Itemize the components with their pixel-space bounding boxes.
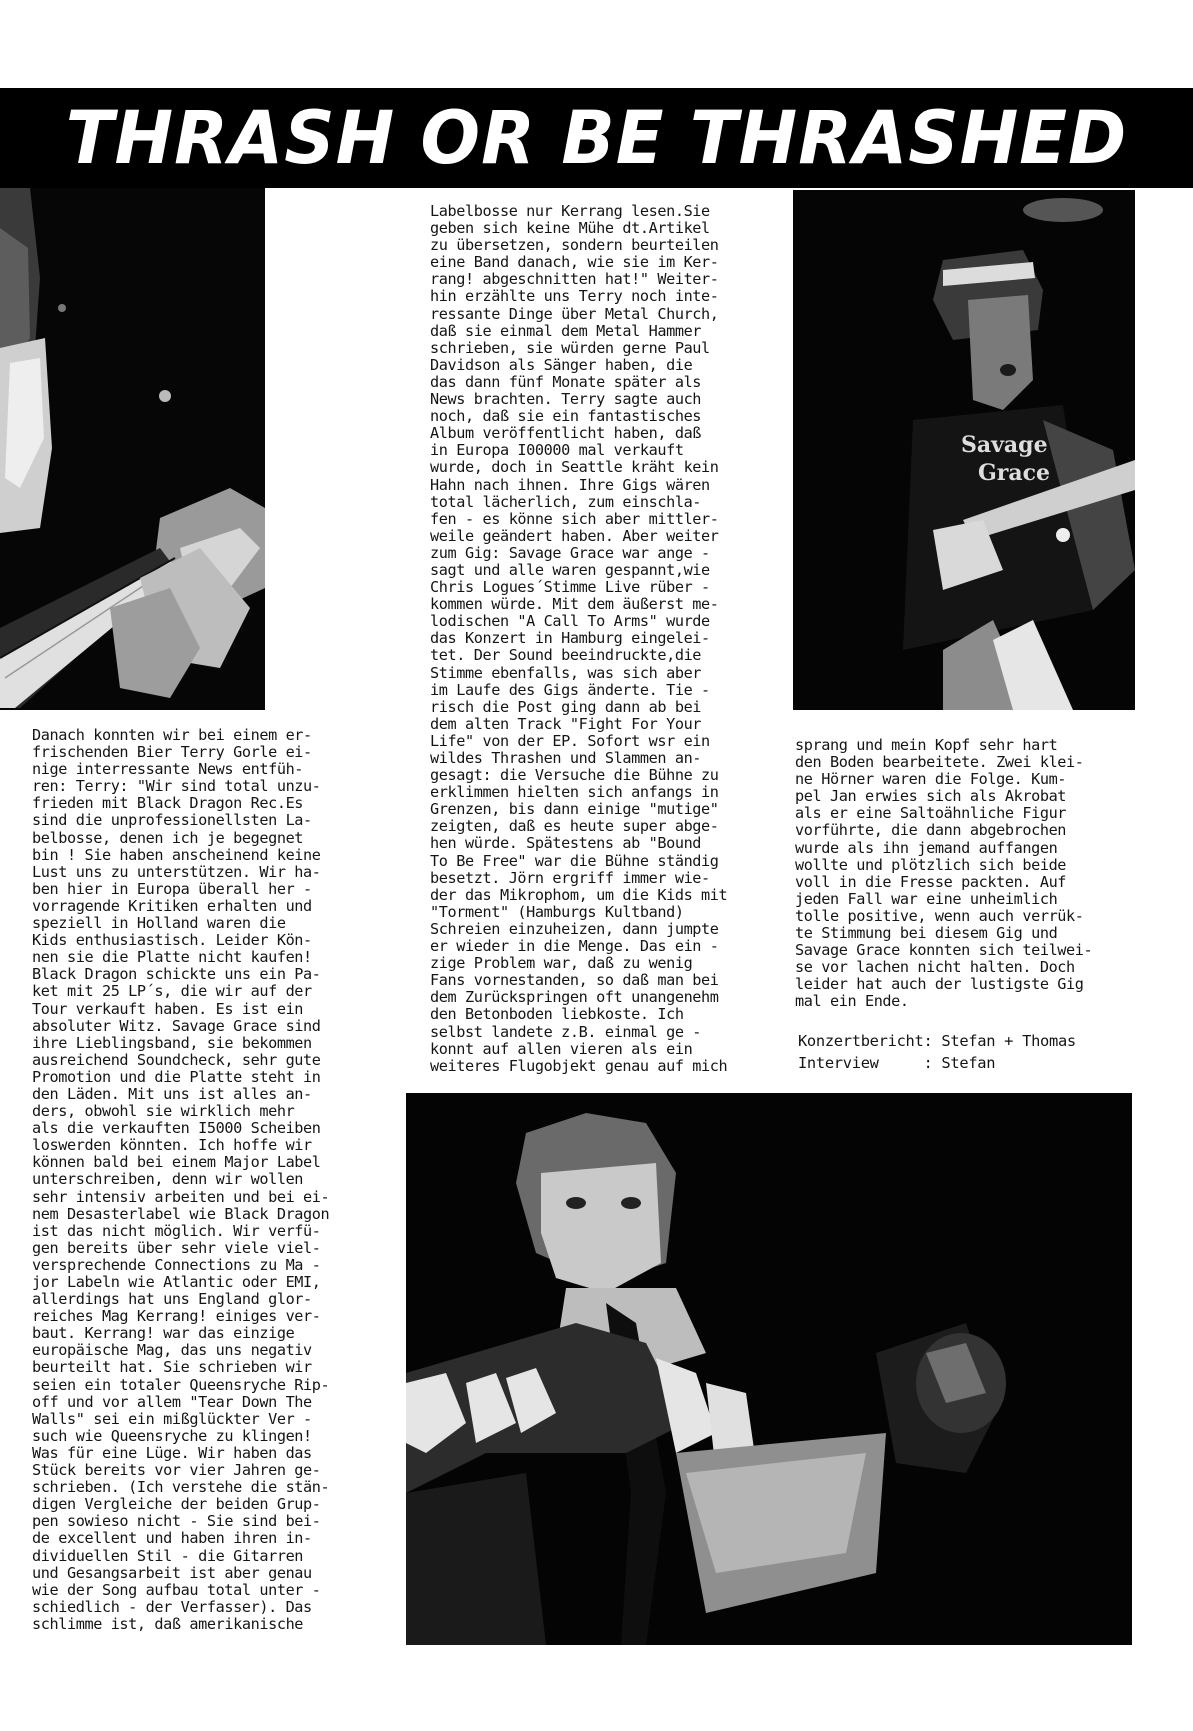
text-line: Was für eine Lüge. Wir haben das <box>32 1443 312 1462</box>
text-line: sagt und alle waren gespannt,wie <box>430 560 710 579</box>
text-line: Walls" sei ein mißglückter Ver - <box>32 1409 312 1428</box>
text-line: hin erzählte uns Terry noch inte- <box>430 287 719 306</box>
text-line: ders, obwohl sie wirklich mehr <box>32 1102 295 1121</box>
text-line: off und vor allem "Tear Down The <box>32 1392 312 1411</box>
text-line: und Gesangsarbeit ist aber genau <box>32 1563 312 1582</box>
text-line: den Boden bearbeitete. Zwei klei- <box>795 753 1084 772</box>
text-line: allerdings hat uns England glor- <box>32 1290 312 1309</box>
text-line: vorführte, die dann abgebrochen <box>795 821 1067 840</box>
credit-report-label: Konzertbericht: <box>797 1032 933 1050</box>
text-line: fen - es könne sich aber mittler- <box>430 509 719 528</box>
text-line: sprang und mein Kopf sehr hart <box>795 736 1058 754</box>
text-line: zum Gig: Savage Grace war ange - <box>430 543 710 562</box>
text-line: se vor lachen nicht halten. Doch <box>795 958 1075 977</box>
text-line: beurteilt hat. Sie schrieben wir <box>32 1358 312 1377</box>
text-line: To Be Free" war die Bühne ständig <box>430 851 719 870</box>
text-line: der das Mikrophom, um die Kids mit <box>430 885 728 904</box>
text-line: Davidson als Sänger haben, die <box>430 355 693 374</box>
text-line: te Stimmung bei diesem Gig und <box>795 924 1058 943</box>
text-line: belbosse, denen ich je begegnet <box>32 828 304 847</box>
text-line: den Betonboden liebkoste. Ich <box>430 1005 684 1024</box>
column-left <box>32 727 329 1633</box>
text-line: ben hier in Europa überall her - <box>32 879 312 898</box>
text-line: wurde, doch in Seattle kräht kein <box>430 458 719 477</box>
text-line: Hahn nach ihnen. Ihre Gigs wären <box>430 475 710 494</box>
text-line: noch, daß sie ein fantastisches <box>430 407 702 426</box>
text-line: Chris Logues´Stimme Live rüber - <box>430 578 710 597</box>
text-line: frieden mit Black Dragon Rec.Es <box>32 794 304 813</box>
text-line: unterschreiben, denn wir wollen <box>32 1170 304 1189</box>
text-line: können bald bei einem Major Label <box>32 1153 321 1172</box>
guitarist-photo-image <box>0 188 265 710</box>
text-line: ihre Lieblingsband, sie bekommen <box>32 1033 312 1052</box>
text-line: schrieben, sie würden gerne Paul <box>430 338 710 357</box>
text-line: zige Problem war, daß zu wenig <box>430 954 693 973</box>
text-line: vorragende Kritiken erhalten und <box>32 896 312 915</box>
text-line: nem Desasterlabel wie Black Dragon <box>32 1204 330 1223</box>
text-line: rang! abgeschnitten hat!" Weiter- <box>430 270 719 289</box>
text-line: zu übersetzen, sondern beurteilen <box>430 236 719 255</box>
text-line: absoluter Witz. Savage Grace sind <box>32 1016 321 1035</box>
text-line: digen Vergleiche der beiden Grup- <box>32 1495 321 1514</box>
text-line: wollte und plötzlich sich beide <box>795 855 1067 874</box>
text-line: mal ein Ende. <box>795 992 909 1011</box>
text-line: speziell in Holland waren die <box>32 914 286 933</box>
text-line: zeigten, daß es heute super abge- <box>430 817 719 836</box>
text-line: als er eine Saltoähnliche Figur <box>795 804 1067 823</box>
bassist-photo-image <box>793 190 1135 710</box>
text-line: im Laufe des Gigs änderte. Tie - <box>430 680 710 699</box>
text-line: gesagt: die Versuche die Bühne zu <box>430 766 719 785</box>
text-line: konnt auf allen vieren als ein <box>430 1039 693 1058</box>
text-line: dividuellen Stil - die Gitarren <box>32 1546 304 1565</box>
text-line: weile geändert haben. Aber weiter <box>430 526 719 545</box>
text-line: Tour verkauft haben. Es ist ein <box>32 999 304 1018</box>
text-line: den Läden. Mit uns ist alles an- <box>32 1084 312 1103</box>
credit-report-names: Stefan + Thomas <box>941 1032 1076 1050</box>
text-line: Black Dragon schickte uns ein Pa- <box>32 965 321 984</box>
text-line: er wieder in die Menge. Das ein - <box>430 937 719 956</box>
text-line: ne Hörner waren die Folge. Kum- <box>795 770 1067 789</box>
shirt-text-grace: Grace <box>978 460 1051 486</box>
text-line: pel Jan erwies sich als Akrobat <box>795 787 1067 806</box>
text-line: selbst landete z.B. einmal ge - <box>430 1022 702 1041</box>
text-line: Fans vornestanden, so daß man bei <box>430 971 719 990</box>
singer-photo <box>406 1093 1132 1645</box>
text-line: News brachten. Terry sagte auch <box>430 390 702 409</box>
text-line: dem Zurückspringen oft unangenehm <box>430 988 719 1007</box>
text-line: lodischen "A Call To Arms" wurde <box>430 612 710 631</box>
text-line: jeden Fall war eine unheimlich <box>795 889 1058 908</box>
text-line: das Konzert in Hamburg eingelei- <box>430 629 710 648</box>
text-line: ausreichend Soundcheck, sehr gute <box>32 1050 321 1069</box>
text-line: wildes Thrashen und Slammen an- <box>430 749 702 767</box>
text-line: schlimme ist, daß amerikanische <box>32 1614 304 1633</box>
text-line: nige interressante News entfüh- <box>32 760 304 779</box>
text-line: europäische Mag, das uns negativ <box>32 1341 312 1360</box>
text-line: seien ein totaler Queensryche Rip- <box>32 1375 330 1394</box>
credit-interview <box>780 1036 995 1072</box>
text-line: ket mit 25 LP´s, die wir auf der <box>32 982 312 1001</box>
credit-interview-name: Stefan <box>941 1054 996 1072</box>
text-line: Savage Grace konnten sich teilwei- <box>795 941 1093 960</box>
text-line: nen sie die Platte nicht kaufen! <box>32 948 312 967</box>
text-line: bin ! Sie haben anscheinend keine <box>32 845 321 864</box>
text-line: wie der Song aufbau total unter - <box>32 1580 321 1599</box>
text-line: Grenzen, bis dann einige "mutige" <box>430 800 719 819</box>
text-line: Kids enthusiastisch. Leider Kön- <box>32 931 312 950</box>
page-title: THRASH OR BE THRASHED <box>65 94 1128 182</box>
text-line: hen würde. Spätestens ab "Bound <box>430 834 702 853</box>
text-line: Lust uns zu unterstützen. Wir ha- <box>32 862 321 881</box>
text-line: loswerden könnten. Ich hoffe wir <box>32 1136 312 1155</box>
text-line: jor Labeln wie Atlantic oder EMI, <box>32 1273 321 1291</box>
text-line: versprechende Connections zu Ma - <box>32 1255 321 1274</box>
guitarist-photo <box>0 188 265 710</box>
text-line: Stück bereits vor vier Jahren ge- <box>32 1461 321 1480</box>
credit-interview-sep: : <box>923 1054 933 1072</box>
text-line: pen sowieso nicht - Sie sind bei- <box>32 1512 321 1531</box>
singer-photo-image <box>406 1093 1132 1645</box>
column-right <box>795 737 1092 1011</box>
shirt-text-savage: Savage <box>961 432 1048 458</box>
text-line: daß sie einmal dem Metal Hammer <box>430 321 702 340</box>
credit-interview-label: Interview <box>797 1054 879 1072</box>
text-line: risch die Post ging dann ab bei <box>430 697 702 716</box>
text-line: voll in die Fresse packten. Auf <box>795 872 1067 891</box>
text-line: ist das nicht möglich. Wir verfü- <box>32 1221 321 1240</box>
text-line: kommen würde. Mit dem äußerst me- <box>430 595 719 614</box>
text-line: frischenden Bier Terry Gorle ei- <box>32 743 312 762</box>
text-line: geben sich keine Mühe dt.Artikel <box>430 219 710 238</box>
text-line: Labelbosse nur Kerrang lesen.Sie <box>430 202 710 220</box>
text-line: erklimmen hielten sich anfangs in <box>430 783 719 802</box>
text-line: Schreien einzuheizen, dann jumpte <box>430 919 719 938</box>
text-line: dem alten Track "Fight For Your <box>430 714 702 733</box>
text-line: Danach konnten wir bei einem er- <box>32 726 312 744</box>
text-line: sehr intensiv arbeiten und bei ei- <box>32 1187 330 1206</box>
text-line: in Europa I00000 mal verkauft <box>430 441 684 460</box>
text-line: "Torment" (Hamburgs Kultband) <box>430 902 684 921</box>
text-line: such wie Queensryche zu klingen! <box>32 1426 312 1445</box>
text-line: Life" von der EP. Sofort wsr ein <box>430 731 710 750</box>
text-line: weiteres Flugobjekt genau auf mich <box>430 1056 728 1075</box>
text-line: als die verkauften I5000 Scheiben <box>32 1119 321 1138</box>
text-line: schiedlich - der Verfasser). Das <box>32 1597 312 1616</box>
text-line: Promotion und die Platte steht in <box>32 1067 321 1086</box>
text-line: total lächerlich, zum einschla- <box>430 492 702 511</box>
text-line: ren: Terry: "Wir sind total unzu- <box>32 777 321 796</box>
text-line: leider hat auch der lustigste Gig <box>795 975 1084 994</box>
column-top-middle <box>430 203 727 1075</box>
text-line: tolle positive, wenn auch verrük- <box>795 906 1084 925</box>
text-line: Album veröffentlicht haben, daß <box>430 424 702 443</box>
text-line: de excellent und haben ihren in- <box>32 1529 312 1548</box>
text-line: wurde als ihn jemand auffangen <box>795 838 1058 857</box>
text-line: sind die unprofessionellsten La- <box>32 811 312 830</box>
text-line: reiches Mag Kerrang! einiges ver- <box>32 1307 321 1326</box>
text-line: baut. Kerrang! war das einzige <box>32 1324 295 1343</box>
text-line: schrieben. (Ich verstehe die stän- <box>32 1478 330 1497</box>
text-line: besetzt. Jörn ergriff immer wie- <box>430 868 710 887</box>
text-line: eine Band danach, wie sie im Ker- <box>430 253 719 272</box>
text-line: ressante Dinge über Metal Church, <box>430 304 719 323</box>
bassist-photo <box>793 190 1135 710</box>
text-line: gen bereits über sehr viele viel- <box>32 1238 321 1257</box>
text-line: tet. Der Sound beeindruckte,die <box>430 646 702 665</box>
text-line: das dann fünf Monate später als <box>430 372 702 391</box>
text-line: Stimme ebenfalls, was sich aber <box>430 663 702 682</box>
